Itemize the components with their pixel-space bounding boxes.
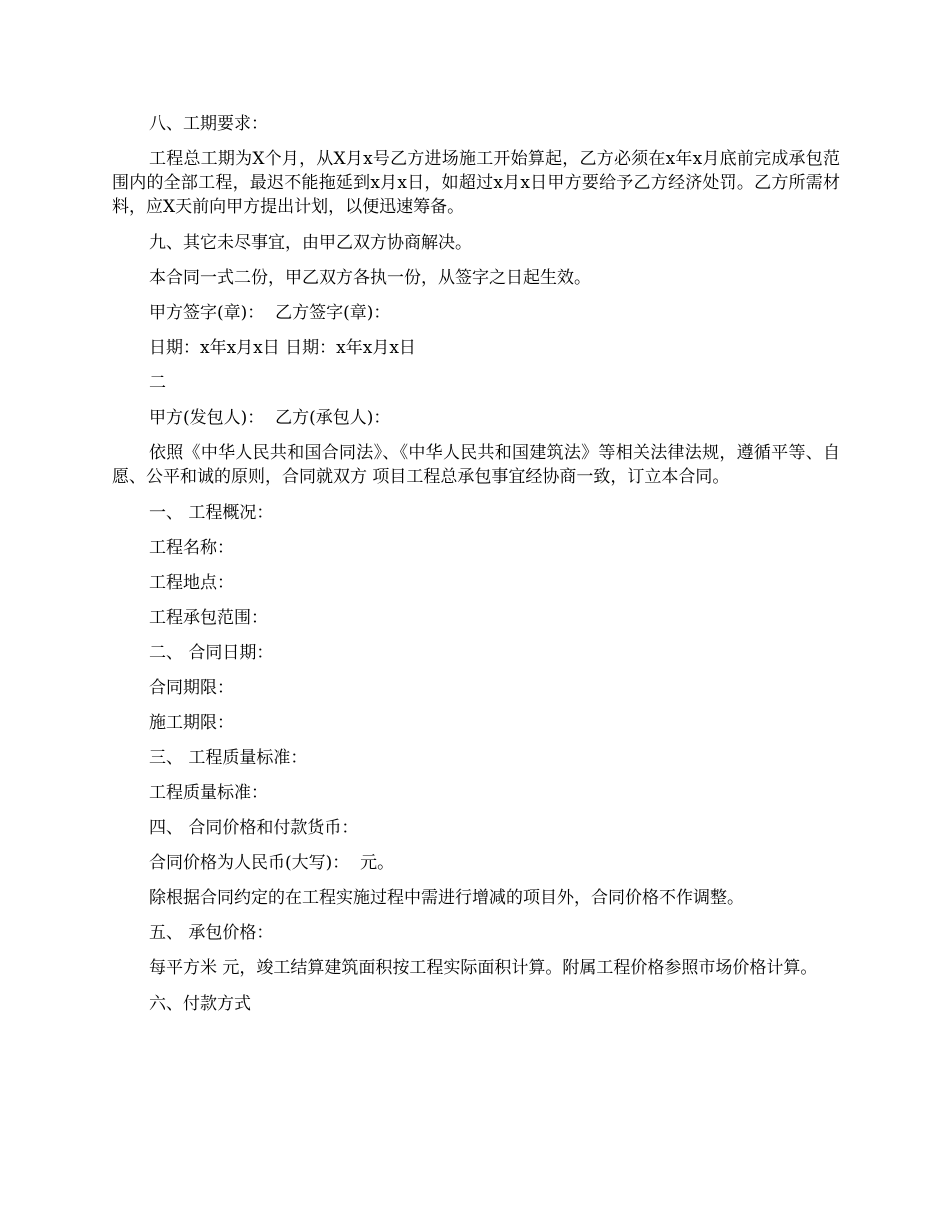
price-adjustment-clause: 除根据合同约定的在工程实施过程中需进行增减的项目外，合同价格不作调整。 — [149, 888, 744, 908]
price-currency-heading: 四、 合同价格和付款货币： — [149, 818, 359, 838]
project-name-field: 工程名称： — [149, 538, 234, 558]
construction-term-field: 施工期限： — [149, 713, 234, 733]
section-8-heading: 八、工期要求： — [149, 114, 268, 134]
section-number-two: 二 — [149, 373, 166, 393]
copies-clause: 本合同一式二份，甲乙双方各执一份，从签字之日起生效。 — [149, 268, 591, 288]
parties-line: 甲方(发包人)： 乙方(承包人)： — [149, 408, 391, 428]
project-location-field: 工程地点： — [149, 573, 234, 593]
duration-clause: 工程总工期为X个月，从X月x号乙方进场施工开始算起，乙方必须在x年x月底前完成承包范围内的全部工程，最迟不能拖延到x月x日，如超过x月x日甲方要给予乙方经济处罚。乙方所需材料，应X天前向甲方提出计划，以便迅速筹备。 — [112, 149, 840, 217]
preamble-paragraph: 依照《中华人民共和国合同法》、《中华人民共和国建筑法》等相关法律法规，遵循平等、自愿、公平和诚的原则，合同就双方 项目工程总承包事宜经协商一致，订立本合同。 — [112, 443, 840, 487]
project-scope-field: 工程承包范围： — [149, 608, 268, 628]
contract-dates-heading: 二、 合同日期： — [149, 643, 274, 663]
contract-price-field: 合同价格为人民币(大写)： 元。 — [149, 853, 395, 873]
quality-standard-heading: 三、 工程质量标准： — [149, 748, 308, 768]
quality-standard-field: 工程质量标准： — [149, 783, 268, 803]
signature-line: 甲方签字(章)： 乙方签字(章)： — [149, 303, 391, 323]
payment-method-heading: 六、付款方式 — [149, 994, 251, 1014]
section-9-clause: 九、其它未尽事宜，由甲乙双方协商解决。 — [149, 233, 472, 253]
project-overview-heading: 一、 工程概况： — [149, 503, 274, 523]
unit-price-clause: 每平方米 元，竣工结算建筑面积按工程实际面积计算。附属工程价格参照市场价格计算。 — [149, 958, 818, 978]
contract-price-heading: 五、 承包价格： — [149, 923, 274, 943]
date-line: 日期：x年x月x日 日期：x年x月x日 — [149, 338, 416, 358]
contract-term-field: 合同期限： — [149, 678, 234, 698]
